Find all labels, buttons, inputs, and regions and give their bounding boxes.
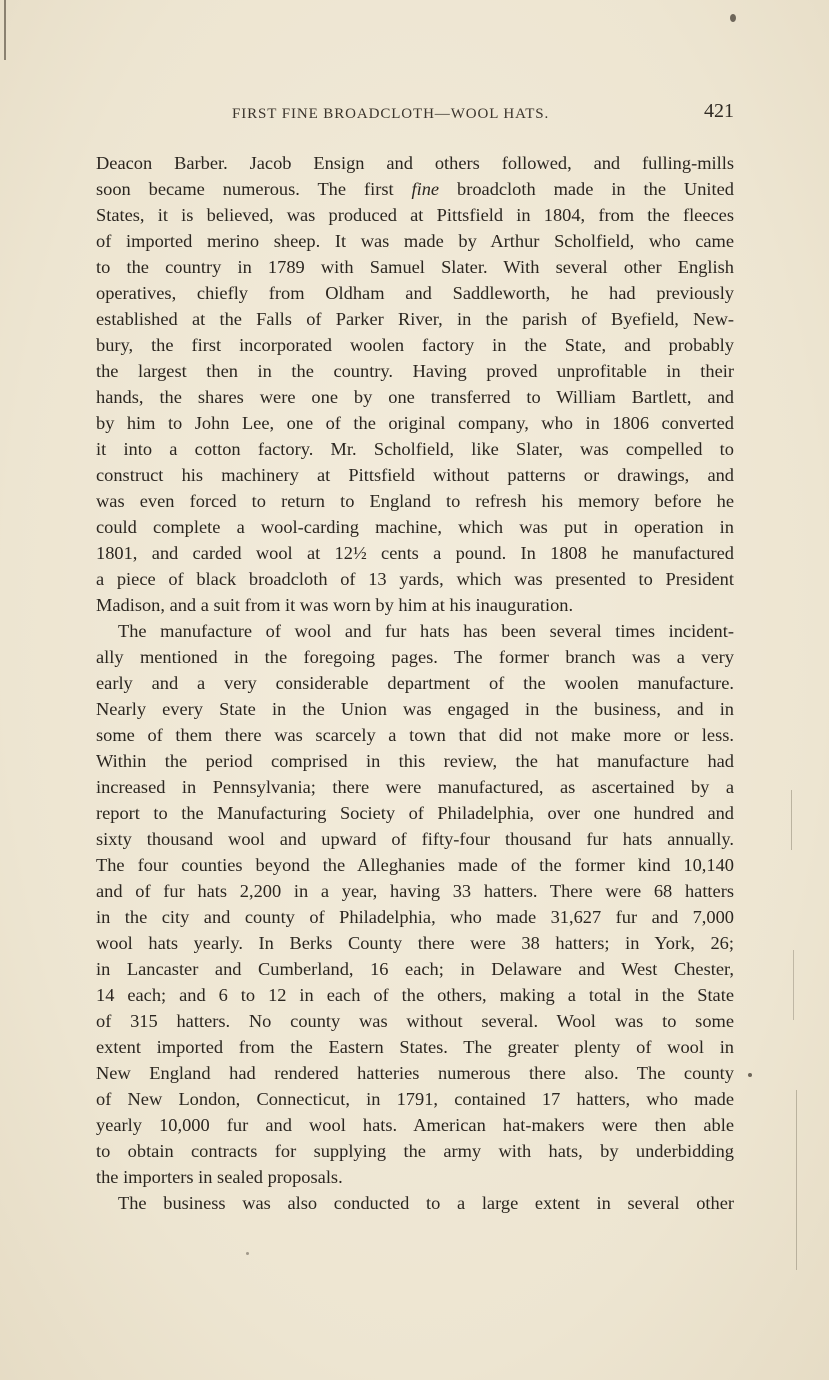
text-line: Nearly every State in the Union was engaged in the business, and in [96, 699, 734, 719]
left-edge-shadow [4, 0, 6, 60]
text-line: it into a cotton factory. Mr. Scholfield, like Slater, was compelled to [96, 439, 734, 459]
text-line: New England had rendered hatteries numerous there also. The county [96, 1063, 734, 1083]
running-title: FIRST FINE BROADCLOTH—WOOL HATS. [232, 106, 550, 122]
text-line: yearly 10,000 fur and wool hats. American hat-makers were then able [96, 1115, 734, 1135]
text-line: The four counties beyond the Alleghanies made of the former kind 10,140 [96, 855, 734, 875]
text-line: States, it is believed, was produced at Pittsfield in 1804, from the fleeces [96, 205, 734, 225]
right-edge-mark-2 [793, 950, 794, 1020]
text-line: sixty thousand wool and upward of fifty-four thousand fur hats annually. [96, 829, 734, 849]
right-edge-mark-3 [796, 1090, 797, 1270]
ink-speck-bottom [246, 1252, 249, 1255]
text-line: construct his machinery at Pittsfield without patterns or drawings, and [96, 465, 734, 485]
text-line: a piece of black broadcloth of 13 yards, which was presented to President [96, 569, 734, 589]
text-line: Madison, and a suit from it was worn by him at his inauguration. [96, 595, 574, 615]
italic-word: fine [411, 179, 440, 199]
text-line: Within the period comprised in this review, the hat manufacture had [96, 751, 734, 771]
text-line: bury, the first incorporated woolen factory in the State, and probably [96, 335, 734, 355]
body-text [96, 150, 734, 1216]
paragraph [96, 1190, 734, 1216]
text-line: and of fur hats 2,200 in a year, having 33 hatters. There were 68 hatters [96, 881, 734, 901]
text-line: of New London, Connecticut, in 1791, contained 17 hatters, who made [96, 1089, 734, 1109]
text-line: established at the Falls of Parker River, in the parish of Byefield, New- [96, 309, 734, 329]
page-header [96, 102, 734, 128]
text-line: The business was also conducted to a large extent in several other [118, 1193, 734, 1213]
text-line: could complete a wool-carding machine, which was put in operation in [96, 517, 734, 537]
text-line: the importers in sealed proposals. [96, 1167, 343, 1187]
text-line: to obtain contracts for supplying the army with hats, by underbidding [96, 1141, 734, 1161]
text-line: soon became numerous. The first fine broadcloth made in the United [96, 179, 734, 199]
text-line: in the city and county of Philadelphia, who made 31,627 fur and 7,000 [96, 907, 734, 927]
text-line: of imported merino sheep. It was made by Arthur Scholfield, who came [96, 231, 734, 251]
right-edge-mark-1 [791, 790, 792, 850]
text-line: by him to John Lee, one of the original company, who in 1806 converted [96, 413, 734, 433]
text-line: of 315 hatters. No county was without several. Wool was to some [96, 1011, 734, 1031]
text-line: 1801, and carded wool at 12½ cents a pound. In 1808 he manufactured [96, 543, 734, 563]
text-line: was even forced to return to England to refresh his memory before he [96, 491, 734, 511]
text-line: the largest then in the country. Having proved unprofitable in their [96, 361, 734, 381]
ink-speck-top [730, 14, 736, 22]
text-line: report to the Manufacturing Society of Philadelphia, over one hundred and [96, 803, 734, 823]
text-line: ally mentioned in the foregoing pages. The former branch was a very [96, 647, 734, 667]
text-line: increased in Pennsylvania; there were manufactured, as ascertained by a [96, 777, 734, 797]
text-line: to the country in 1789 with Samuel Slater. With several other English [96, 257, 734, 277]
text-line: 14 each; and 6 to 12 in each of the others, making a total in the State [96, 985, 734, 1005]
text-line: operatives, chiefly from Oldham and Saddleworth, he had previously [96, 283, 734, 303]
text-line: extent imported from the Eastern States. The greater plenty of wool in [96, 1037, 734, 1057]
text-line: hands, the shares were one by one transferred to William Bartlett, and [96, 387, 734, 407]
text-line: early and a very considerable department of the woolen manufacture. [96, 673, 734, 693]
page-number: 421 [704, 100, 734, 122]
paragraph [96, 618, 734, 1190]
text-line: in Lancaster and Cumberland, 16 each; in Delaware and West Chester, [96, 959, 734, 979]
text-line: The manufacture of wool and fur hats has been several times incident- [118, 621, 734, 641]
ink-speck-margin [748, 1073, 752, 1077]
text-line: Deacon Barber. Jacob Ensign and others followed, and fulling-mills [96, 153, 734, 173]
text-line: some of them there was scarcely a town that did not make more or less. [96, 725, 734, 745]
text-line: wool hats yearly. In Berks County there were 38 hatters; in York, 26; [96, 933, 734, 953]
paragraph [96, 150, 734, 618]
